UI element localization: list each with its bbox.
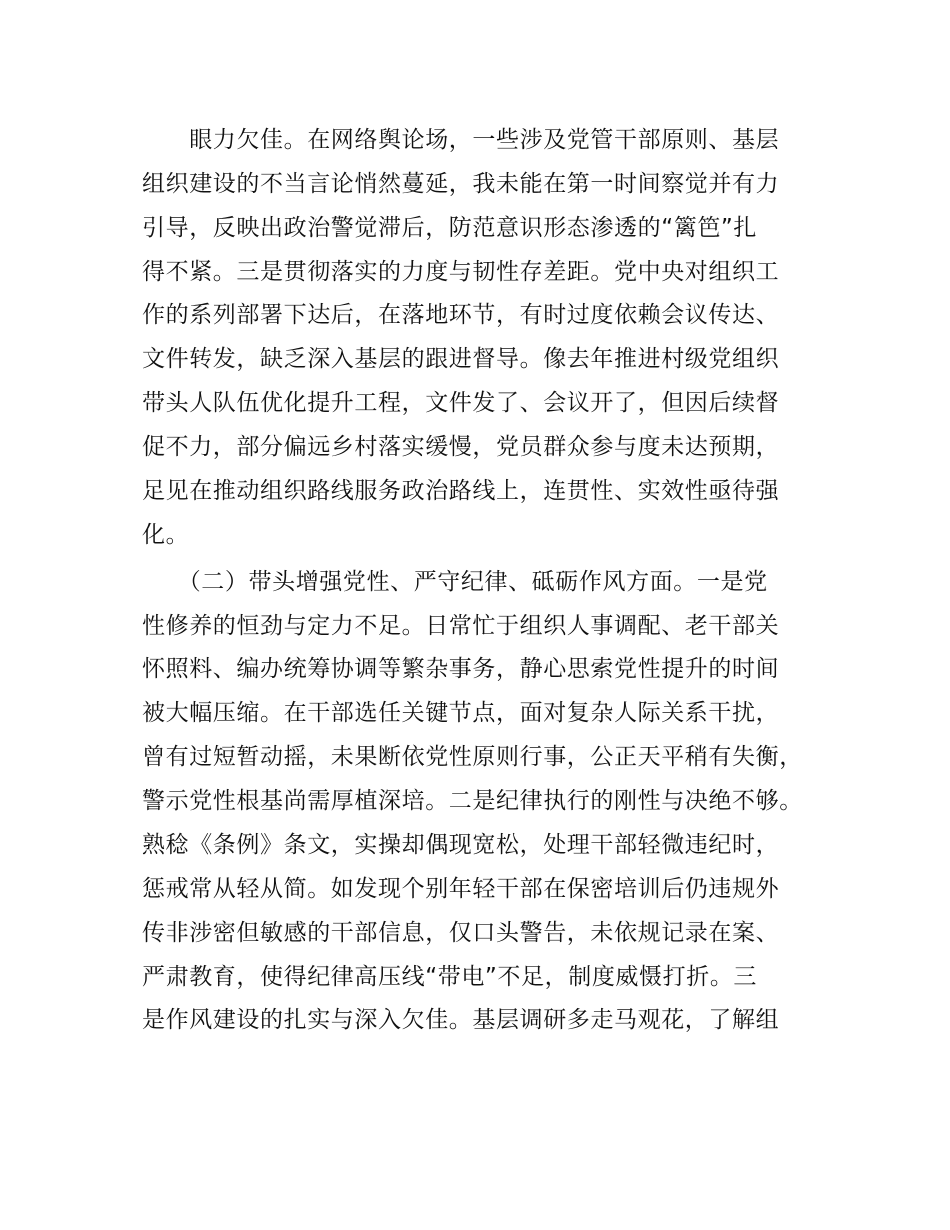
text-line: 眼力欠佳。在网络舆论场，一些涉及党管干部原则、基层 <box>142 127 780 153</box>
text-line: 促不力，部分偏远乡村落实缓慢，党员群众参与度未达预期， <box>142 434 780 460</box>
text-line: 引导，反映出政治警觉滞后，防范意识形态渗透的“篱笆”扎 <box>142 215 758 241</box>
text-line: 熟稔《条例》条文，实操却偶现宽松，处理干部轻微违纪时， <box>142 832 780 858</box>
text-line: 被大幅压缩。在干部选任关键节点，面对复杂人际关系干扰， <box>142 700 780 726</box>
text-line: 作的系列部署下达后，在落地环节，有时过度依赖会议传达、 <box>142 302 780 328</box>
text-line: 组织建设的不当言论悄然蔓延，我未能在第一时间察觉并有力 <box>142 171 780 197</box>
text-line: 惩戒常从轻从简。如发现个别年轻干部在保密培训后仍违规外 <box>142 876 780 902</box>
text-line: 怀照料、编办统筹协调等繁杂事务，静心思索党性提升的时间 <box>142 656 780 682</box>
text-line: 严肃教育，使得纪律高压线“带电”不足，制度威慑打折。三 <box>142 964 758 990</box>
text-line: 性修养的恒劲与定力不足。日常忙于组织人事调配、老干部关 <box>142 613 780 639</box>
text-line: 曾有过短暂动摇，未果断依党性原则行事，公正天平稍有失衡， <box>142 744 803 770</box>
text-line: 得不紧。三是贯彻落实的力度与韧性存差距。党中央对组织工 <box>142 259 780 285</box>
text-line: 文件转发，缺乏深入基层的跟进督导。像去年推进村级党组织 <box>142 346 780 372</box>
text-line: 足见在推动组织路线服务政治路线上，连贯性、实效性亟待强 <box>142 478 780 504</box>
text-line: （二）带头增强党性、严守纪律、砥砺作风方面。一是党 <box>142 569 768 595</box>
text-line: 带头人队伍优化提升工程，文件发了、会议开了，但因后续督 <box>142 390 780 416</box>
text-line: 是作风建设的扎实与深入欠佳。基层调研多走马观花，了解组 <box>142 1007 780 1033</box>
text-line: 化。 <box>142 522 190 548</box>
text-line: 传非涉密但敏感的干部信息，仅口头警告，未依规记录在案、 <box>142 920 780 946</box>
text-line: 警示党性根基尚需厚植深培。二是纪律执行的刚性与决绝不够。 <box>142 788 803 814</box>
